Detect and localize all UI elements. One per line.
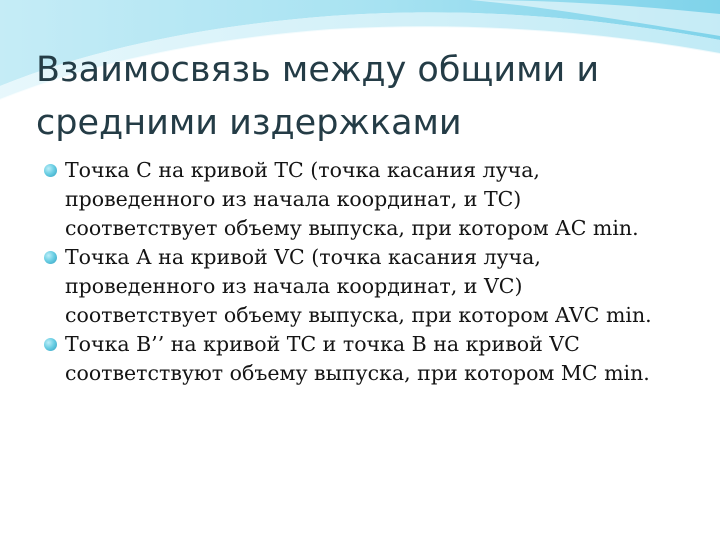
bullet-dot-icon (44, 338, 57, 351)
bullet-list (44, 156, 674, 388)
bullet-item (44, 156, 674, 243)
slide-title: Взаимосвязь между общими и средними издержками (36, 50, 600, 143)
bullet-dot-icon (44, 164, 57, 177)
bullet-dot-icon (44, 251, 57, 264)
bullet-text: Точка А на кривой VC (точка касания луча, проведенного из начала координат, и VC) соответствует объему выпуска, при котором AVC min. (65, 245, 652, 327)
bullet-text: Точка С на кривой ТС (точка касания луча, проведенного из начала координат, и ТС) соответствует объему выпуска, при котором АС min. (65, 158, 639, 240)
bullet-text: Точка В’’ на кривой ТС и точка В на кривой VC соответствуют объему выпуска, при котором МС min. (65, 332, 650, 385)
bullet-item (44, 330, 674, 388)
bullet-item (44, 243, 674, 330)
